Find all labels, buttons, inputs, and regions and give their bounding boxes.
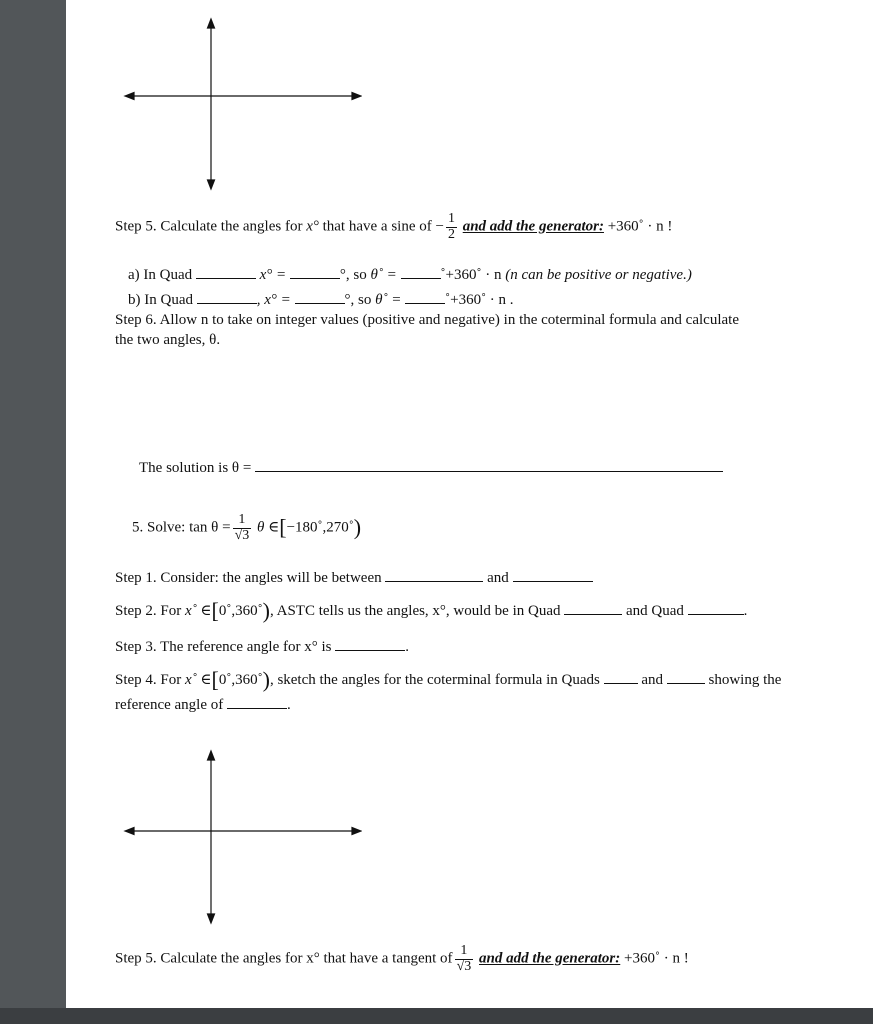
p5-step4-line2: reference angle of . [115, 697, 291, 713]
p5-step5-tangent: Step 5. Calculate the angles for x° that have a tangent of $\frac{1}{√3}$ and add the generator: +360˚ · n ! [115, 943, 689, 974]
bottom-bar [0, 1008, 873, 1024]
quad-a-line: a) In Quad x° = °, so θ˚ = ˚+360˚ · n (n can be positive or negative.) [128, 267, 692, 283]
step6-line2: the two angles, θ. [115, 332, 221, 348]
blank-between-2[interactable] [513, 568, 593, 582]
blank-between-1[interactable] [385, 568, 483, 582]
blank-reference-angle-of[interactable] [227, 695, 287, 709]
solution-line: The solution is θ = [139, 458, 723, 476]
blank-reference-angle[interactable] [335, 637, 405, 651]
blank-quad-2[interactable] [688, 601, 744, 615]
p5-step2: Step 2. For x˚ ∈[0˚,360˚), ASTC tells us the angles, x°, would be in Quad and Quad . [115, 598, 748, 623]
blank-theta-a[interactable] [401, 265, 441, 279]
blank-x-b[interactable] [295, 290, 345, 304]
generator-label: and add the generator: [462, 218, 604, 235]
blank-quads-1[interactable] [604, 670, 638, 684]
minus-sign: − [435, 218, 444, 235]
coordinate-axes-top [122, 16, 362, 192]
blank-quad-1[interactable] [564, 601, 622, 615]
blank-x-a[interactable] [290, 265, 340, 279]
p5-step1: Step 1. Consider: the angles will be between and [115, 568, 593, 586]
fraction-one-over-root3-b: $\frac{1}{√3}$ [456, 943, 472, 974]
blank-theta-b[interactable] [405, 290, 445, 304]
generator-expr: +360˚ · n ! [607, 218, 673, 235]
interval-problem5: −180˚,270˚ [286, 519, 354, 536]
document-page [66, 0, 873, 1008]
blank-quads-2[interactable] [667, 670, 705, 684]
fraction-one-over-root3: $\frac{1}{√3}$ [234, 512, 250, 543]
blank-solution[interactable] [255, 458, 723, 472]
step5-mid: that have a sine of [322, 218, 432, 235]
coordinate-axes-bottom [122, 748, 362, 926]
step5-text: Step 5. Calculate the angles for [115, 218, 303, 235]
p5-step4-line1: Step 4. For x˚ ∈[0˚,360˚), sketch the angles for the coterminal formula in Quads and showing the [115, 667, 782, 692]
quad-b-line: b) In Quad , x° = °, so θ˚ = ˚+360˚ · n . [128, 292, 514, 308]
blank-quad-a[interactable] [196, 265, 256, 279]
step6-line1: Step 6. Allow n to take on integer values (positive and negative) in the coterminal formula and calculate [115, 312, 739, 328]
fraction-one-half: $\frac{1}{2}$ [447, 211, 455, 242]
var-x: x° [306, 218, 319, 235]
p5-step3: Step 3. The reference angle for x° is . [115, 639, 409, 655]
blank-quad-b[interactable] [197, 290, 257, 304]
problem5-line: 5. Solve: tan θ = $\frac{1}{√3}$ θ ∈[−180˚,270˚) [132, 512, 362, 543]
step5-sine-line [115, 212, 672, 242]
